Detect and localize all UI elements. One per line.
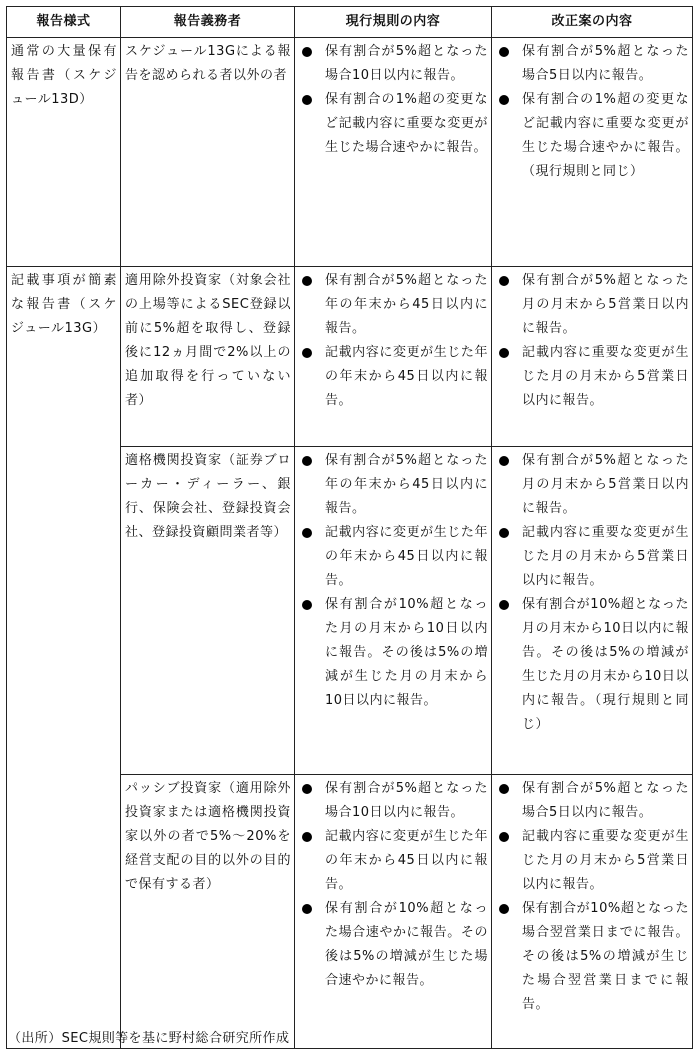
- list-item: 保有割合が10%超となった場合速やかに報告。その後は5%の増減が生じた場合速やかに報告。: [299, 897, 488, 993]
- list-item: 保有割合が10%超となった月の月末から10日以内に報告。その後は5%の増減が生じた月の月末から10日以内に報告。（現行規則と同じ）: [496, 593, 689, 737]
- list-item: 保有割合が5%超となった月の月末から5営業日以内に報告。: [496, 269, 689, 341]
- list-item: 記載内容に変更が生じた年の年末から45日以内に報告。: [299, 825, 488, 897]
- list-item: 保有割合が5%超となった場合10日以内に報告。: [299, 777, 488, 825]
- list-item: 保有割合が5%超となった場合10日以内に報告。: [299, 40, 488, 88]
- bullet-icon: [302, 276, 312, 286]
- bullet-icon: [499, 832, 509, 842]
- current-rule-cell: [295, 447, 492, 775]
- list-item: 記載内容に重要な変更が生じた月の月末から5営業日以内に報告。: [496, 521, 689, 593]
- bullet-icon: [499, 528, 509, 538]
- obligor-cell: パッシブ投資家（適用除外投資家または適格機関投資家以外の者で5%～20%を経営支配の目的以外の目的で保有する者）: [121, 775, 295, 1049]
- header-proposed-rule: 改正案の内容: [492, 7, 693, 38]
- list-item: 保有割合の1%超の変更など記載内容に重要な変更が生じた場合速やかに報告。（現行規則と同じ）: [496, 88, 689, 184]
- obligor-cell: スケジュール13Gによる報告を認められる者以外の者: [121, 38, 295, 267]
- table-header-row: [7, 7, 693, 38]
- bullet-icon: [499, 456, 509, 466]
- list-item: 記載内容に重要な変更が生じた月の月末から5営業日以内に報告。: [496, 825, 689, 897]
- table-row: [7, 267, 693, 447]
- regulation-comparison-table: [6, 6, 693, 1049]
- header-current-rule: 現行規則の内容: [295, 7, 492, 38]
- bullet-icon: [499, 276, 509, 286]
- list-item: 保有割合が5%超となった年の年末から45日以内に報告。: [299, 269, 488, 341]
- current-rule-cell: [295, 267, 492, 447]
- proposed-rule-cell: [492, 38, 693, 267]
- header-report-form: 報告様式: [7, 7, 121, 38]
- obligor-cell: 適格機関投資家（証券ブローカー・ディーラー、銀行、保険会社、登録投資会社、登録投資顧問業者等）: [121, 447, 295, 775]
- bullet-icon: [302, 832, 312, 842]
- list-item: 記載内容に変更が生じた年の年末から45日以内に報告。: [299, 521, 488, 593]
- list-item: 記載内容に変更が生じた年の年末から45日以内に報告。: [299, 341, 488, 413]
- bullet-icon: [302, 600, 312, 610]
- list-item: 保有割合が5%超となった場合5日以内に報告。: [496, 40, 689, 88]
- bullet-icon: [302, 528, 312, 538]
- bullet-icon: [302, 784, 312, 794]
- list-item: 保有割合の1%超の変更など記載内容に重要な変更が生じた場合速やかに報告。: [299, 88, 488, 160]
- list-item: 保有割合が5%超となった月の月末から5営業日以内に報告。: [496, 449, 689, 521]
- list-item: 保有割合が10%超となった月の月末から10日以内に報告。その後は5%の増減が生じた月の月末から10日以内に報告。: [299, 593, 488, 713]
- proposed-rule-cell: [492, 447, 693, 775]
- bullet-icon: [499, 47, 509, 57]
- bullet-icon: [499, 904, 509, 914]
- bullet-icon: [499, 95, 509, 105]
- obligor-cell: 適用除外投資家（対象会社の上場等によるSEC登録以前に5%超を取得し、登録後に12ヵ月間で2%以上の追加取得を行っていない者）: [121, 267, 295, 447]
- table-row: [7, 38, 693, 267]
- bullet-icon: [302, 95, 312, 105]
- list-item: 保有割合が5%超となった年の年末から45日以内に報告。: [299, 449, 488, 521]
- bullet-icon: [499, 348, 509, 358]
- bullet-icon: [302, 47, 312, 57]
- report-form-cell: 記載事項が簡素な報告書（スケジュール13G）: [7, 267, 121, 1049]
- header-obligor: 報告義務者: [121, 7, 295, 38]
- current-rule-cell: [295, 775, 492, 1049]
- bullet-icon: [499, 600, 509, 610]
- current-rule-cell: [295, 38, 492, 267]
- bullet-icon: [302, 456, 312, 466]
- report-form-cell: 通常の大量保有報告書（スケジュール13D）: [7, 38, 121, 267]
- bullet-icon: [302, 348, 312, 358]
- bullet-icon: [302, 904, 312, 914]
- proposed-rule-cell: [492, 775, 693, 1049]
- bullet-icon: [499, 784, 509, 794]
- list-item: 保有割合が10%超となった場合翌営業日までに報告。その後は5%の増減が生じた場合翌営業日までに報告。: [496, 897, 689, 1017]
- list-item: 記載内容に重要な変更が生じた月の月末から5営業日以内に報告。: [496, 341, 689, 413]
- list-item: 保有割合が5%超となった場合5日以内に報告。: [496, 777, 689, 825]
- source-note: （出所）SEC規則等を基に野村総合研究所作成: [8, 1031, 290, 1046]
- proposed-rule-cell: [492, 267, 693, 447]
